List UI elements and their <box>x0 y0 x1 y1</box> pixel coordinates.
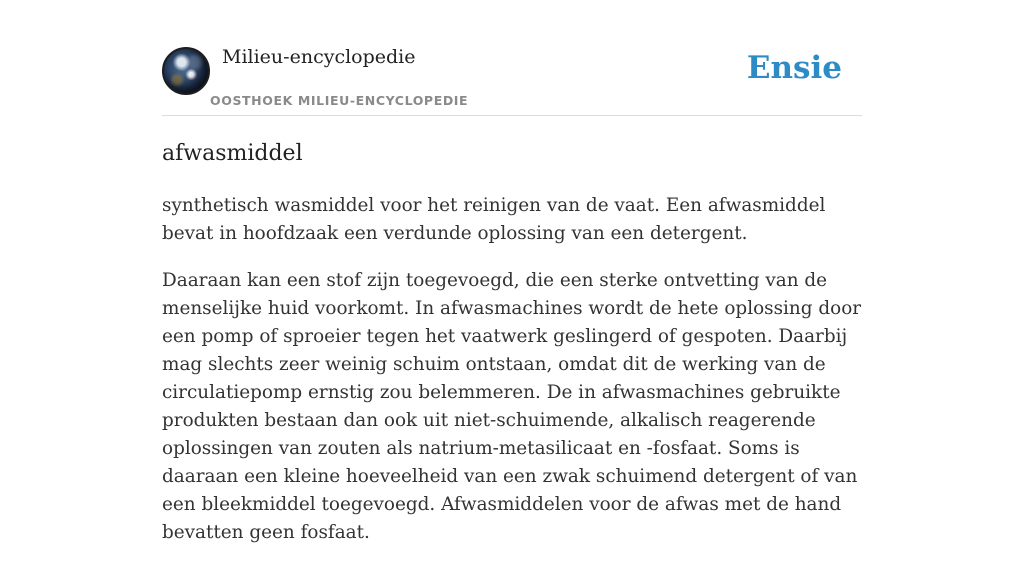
site-title[interactable]: Milieu-encyclopedie <box>222 46 416 68</box>
site-header <box>162 0 862 116</box>
earth-globe-icon[interactable] <box>162 47 210 95</box>
article-body <box>162 192 862 566</box>
article-title: afwasmiddel <box>162 141 303 166</box>
article-paragraph: Daaraan kan een stof zijn toegevoegd, die een sterke ontvetting van de menselijke huid voorkomt. In afwasmachines wordt de hete oplossing door een pomp of sproeier tegen het vaatwerk geslingerd of gespoten. Daarbij mag slechts zeer weinig schuim ontstaan, omdat dit de werking van de circulatiepomp ernstig zou belemmeren. De in afwasmachines gebruikte produkten bestaan dan ook uit niet-schuimende, alkalisch reagerende oplossingen van zouten als natrium-metasilicaat en -fosfaat. Soms is daaraan een kleine hoeveelheid van een zwak schuimend detergent of van een bleekmiddel toegevoegd. Afwasmiddelen voor de afwas met de hand bevatten geen fosfaat. <box>162 270 862 543</box>
site-subtitle: OOSTHOEK MILIEU-ENCYCLOPEDIE <box>210 93 469 108</box>
page-container <box>162 0 862 543</box>
article-paragraph: synthetisch wasmiddel voor het reinigen van de vaat. Een afwasmiddel bevat in hoofdzaak een verdunde oplossing van een detergent. <box>162 195 826 244</box>
ensie-logo-link[interactable]: Ensie <box>746 50 842 86</box>
